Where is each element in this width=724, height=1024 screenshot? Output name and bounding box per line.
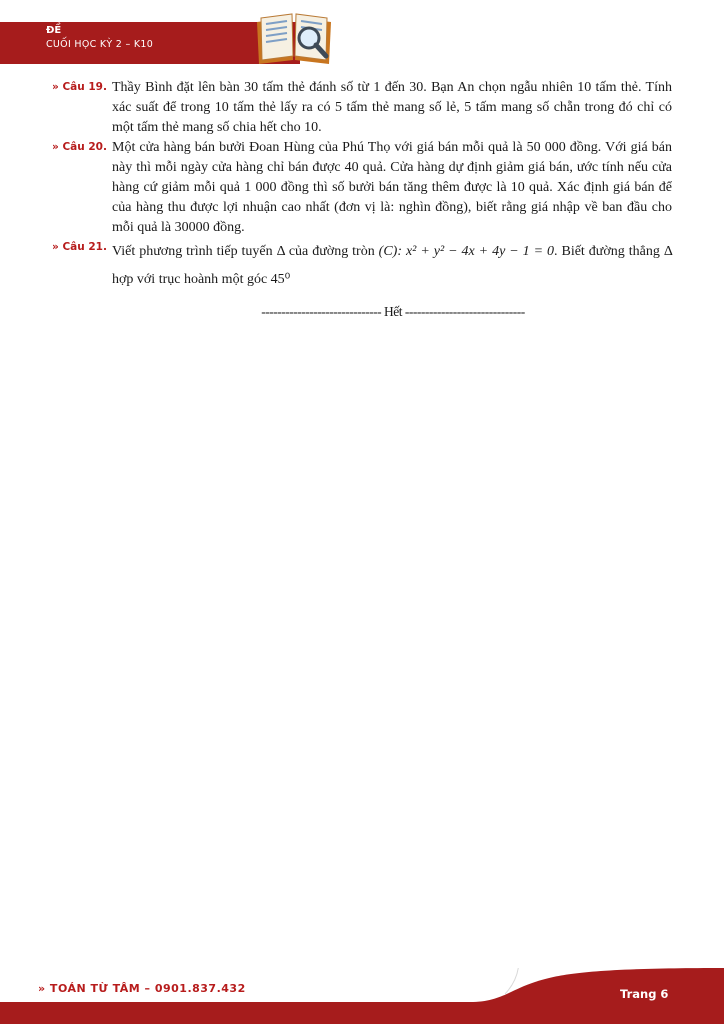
circle-equation: (C): x² + y² − 4x + 4y − 1 = 0	[378, 244, 555, 259]
header-line-1: ĐỀ	[46, 25, 62, 36]
question-label: » Câu 19.	[52, 81, 107, 93]
angle-value: 45⁰	[270, 272, 291, 287]
question-text: Một cửa hàng bán bưởi Đoan Hùng của Phú Thọ với giá bán mỗi quả là 50 000 đồng. Với giá bán này thì mỗi ngày cửa hàng chỉ bán được 40 quả. Cửa hàng dự định giảm giá bán, ước tính nếu cửa hàng cứ giảm mỗi quả 1 000 đồng thì số bưởi bán tăng thêm được là 10 quả. Xác định giá bán để của hàng thu được lợi nhuận cao nhất (đơn vị là: nghìn đồng), biết rằng giá nhập về ban đầu cho mỗi quả là 30000 đồng.	[112, 140, 672, 235]
text-before: Viết phương trình tiếp tuyến	[112, 244, 273, 259]
question-text: Thầy Bình đặt lên bàn 30 tấm thẻ đánh số từ 1 đến 30. Bạn An chọn ngẫu nhiên 10 tấm thẻ. Tính xác suất để trong 10 tấm thẻ lấy ra có 5 tấm thẻ mang số lẻ, 5 tấm mang số chẵn trong đó chỉ có một tấm thẻ mang số chia hết cho 10.	[112, 80, 672, 135]
question-list	[0, 78, 724, 294]
question-20	[0, 138, 724, 238]
question-19	[0, 78, 724, 138]
text-end: hợp với trục hoành một góc	[112, 272, 268, 287]
header-line-2: CUỐI HỌC KỲ 2 – K10	[46, 39, 154, 50]
page-number: Trang 6	[620, 987, 669, 1001]
end-marker: ------------------------------ Hết ------------------------------	[261, 304, 525, 319]
question-21	[0, 238, 724, 294]
delta-symbol: Δ	[663, 244, 673, 259]
header-title	[46, 24, 153, 52]
question-label: » Câu 21.	[52, 241, 107, 253]
question-text	[112, 238, 672, 294]
question-label: » Câu 20.	[52, 141, 107, 153]
footer-brand: » TOÁN TỪ TÂM – 0901.837.432	[38, 982, 246, 995]
text-after: . Biết đường thẳng	[554, 244, 660, 259]
text-mid: của đường tròn	[288, 244, 375, 259]
footer-band	[0, 968, 724, 1024]
delta-symbol: Δ	[276, 244, 285, 259]
book-magnifier-icon	[253, 8, 335, 70]
